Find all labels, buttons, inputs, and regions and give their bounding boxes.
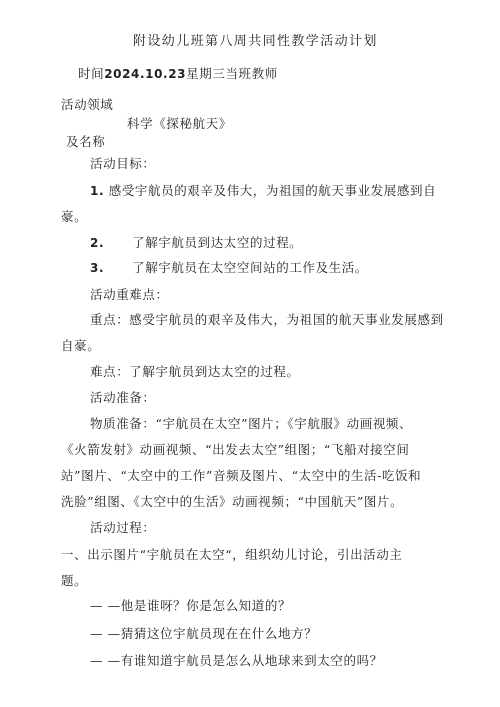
goal-item-1-text: 感受宇航员的艰辛及伟大，为祖国的航天事业发展感到自 (108, 183, 437, 198)
time-label: 时间 (78, 66, 105, 81)
goal-item-3-text: 了解宇航员在太空空间站的工作及生活。 (132, 260, 368, 275)
goal-item-3-number: 3. (90, 261, 105, 275)
goal-item-2-text: 了解宇航员到达太空的过程。 (132, 235, 303, 250)
goal-item-1-line1 (90, 183, 436, 199)
preparation-line2: 《火箭发射》动画视频、“出发去太空”组图；“飞船对接空间 (61, 442, 410, 457)
field-value: 科学《探秘航天》 (127, 116, 232, 131)
goal-item-3 (90, 260, 368, 276)
process-question-1: — —他是谁呀？你是怎么知道的？ (90, 598, 292, 613)
process-step1-line2: 题。 (61, 573, 88, 588)
preparation-line1: 物质准备：“宇航员在太空”图片；《宇航服》动画视频、 (90, 416, 413, 431)
keypoint-line1: 重点：感受宇航员的艰辛及伟大，为祖国的航天事业发展感到 (90, 312, 444, 327)
goal-item-2 (90, 235, 302, 251)
keypoint-line2: 自豪。 (61, 338, 101, 353)
process-heading: 活动过程： (90, 520, 156, 535)
preparation-line3: 站”图片、“太空中的工作”音频及图片、“太空中的生活-吃饭和 (61, 468, 422, 483)
document-title: 附设幼儿班第八周共同性教学活动计划 (133, 34, 378, 49)
process-step1-line1: 一、出示图片“宇航员在太空“，组织幼儿讨论，引出活动主 (61, 547, 403, 562)
meta-line (78, 66, 278, 82)
field-label-line1: 活动领域 (61, 97, 114, 112)
process-question-2: — —猜猜这位宇航员现在在什么地方？ (90, 626, 318, 641)
preparation-heading: 活动准备： (90, 390, 156, 405)
preparation-line4: 洗脸”组图、《太空中的生活》动画视频；“中国航天”图片。 (61, 494, 404, 509)
difficulty-line: 难点：了解宇航员到达太空的过程。 (90, 364, 300, 379)
field-label-line2: 及名称 (66, 134, 106, 149)
keypoints-heading: 活动重难点： (90, 287, 169, 302)
goal-item-2-number: 2. (90, 236, 105, 250)
goal-item-1-number: 1. (90, 184, 105, 198)
teacher-label: 当班教师 (225, 66, 278, 81)
goal-item-1-line2: 豪。 (61, 209, 88, 224)
process-question-3: — —有谁知道宇航员是怎么从地球来到太空的吗？ (90, 653, 383, 668)
goals-heading: 活动目标： (90, 156, 156, 171)
weekday-value: 星期三 (186, 66, 226, 81)
date-value: 2024.10.23 (104, 67, 187, 81)
